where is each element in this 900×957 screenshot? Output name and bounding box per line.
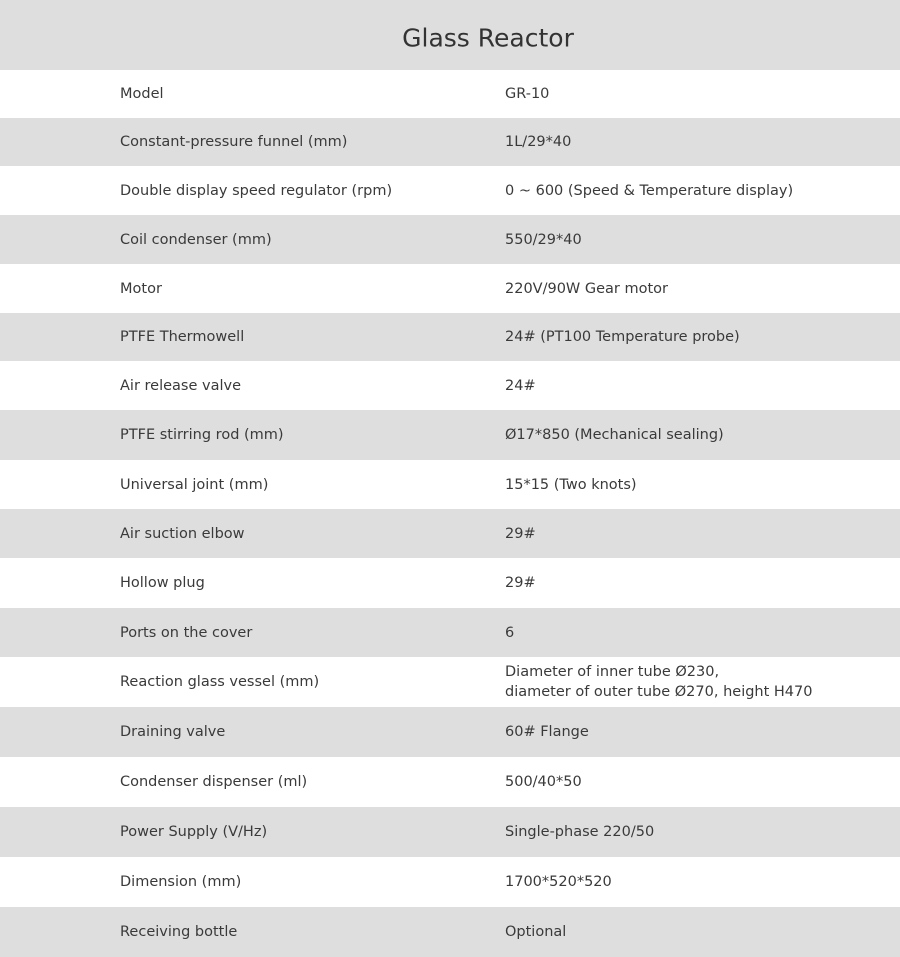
row-label: Ports on the cover [120,624,253,641]
row-label: Model [120,86,164,102]
row-label: Condenser dispenser (ml) [120,774,308,790]
table-row [0,558,900,608]
row-label: Receiving bottle [120,924,238,940]
row-value [505,662,813,702]
row-value: 550/29*40 [505,231,582,248]
table-row [0,313,900,361]
page-title: Glass Reactor [402,23,574,53]
table-row [0,215,900,264]
row-value: Optional [505,924,567,940]
row-label: Hollow plug [120,575,205,591]
table-row [0,608,900,657]
row-value: 220V/90W Gear motor [505,280,669,297]
row-value: 1L/29*40 [505,134,572,150]
row-label: PTFE Thermowell [120,329,245,345]
row-label: Power Supply (V/Hz) [120,824,268,840]
row-value: 29# [505,575,536,591]
row-label: Dimension (mm) [120,874,242,890]
row-label: Air suction elbow [120,525,245,542]
row-value: 6 [505,624,515,641]
row-label: Motor [120,280,162,297]
table-row [0,118,900,166]
row-value: Ø17*850 (Mechanical sealing) [505,427,724,443]
row-value: Single-phase 220/50 [505,824,655,840]
row-label: Constant-pressure funnel (mm) [120,134,348,150]
table-row [0,361,900,410]
row-value: 29# [505,525,536,542]
row-label: Draining valve [120,724,226,740]
table-row [0,264,900,313]
row-label: Universal joint (mm) [120,476,269,493]
row-value: 1700*520*520 [505,874,612,890]
row-value: 24# (PT100 Temperature probe) [505,329,740,345]
table-row [0,166,900,215]
table-row [0,70,900,118]
row-label: PTFE stirring rod (mm) [120,427,284,443]
table-row [0,807,900,857]
row-label: Reaction glass vessel (mm) [120,674,320,690]
row-value: 15*15 (Two knots) [505,476,637,493]
table-row [0,757,900,807]
table-row [0,907,900,957]
table-row [0,657,900,707]
table-row [0,460,900,509]
row-value: 60# Flange [505,724,589,740]
table-row [0,509,900,558]
row-value: 0 ~ 600 (Speed & Temperature display) [505,182,794,199]
title-bar [0,0,900,70]
row-label: Double display speed regulator (rpm) [120,182,393,199]
row-label: Air release valve [120,377,241,394]
table-row [0,707,900,757]
row-value: 500/40*50 [505,774,582,790]
row-value-line-1: Diameter of inner tube Ø230, [505,664,720,680]
row-value: 24# [505,377,536,394]
table-row [0,410,900,460]
row-value: GR-10 [505,86,550,102]
row-label: Coil condenser (mm) [120,231,272,248]
row-value-line-2: diameter of outer tube Ø270, height H470 [505,684,813,700]
table-row [0,857,900,907]
